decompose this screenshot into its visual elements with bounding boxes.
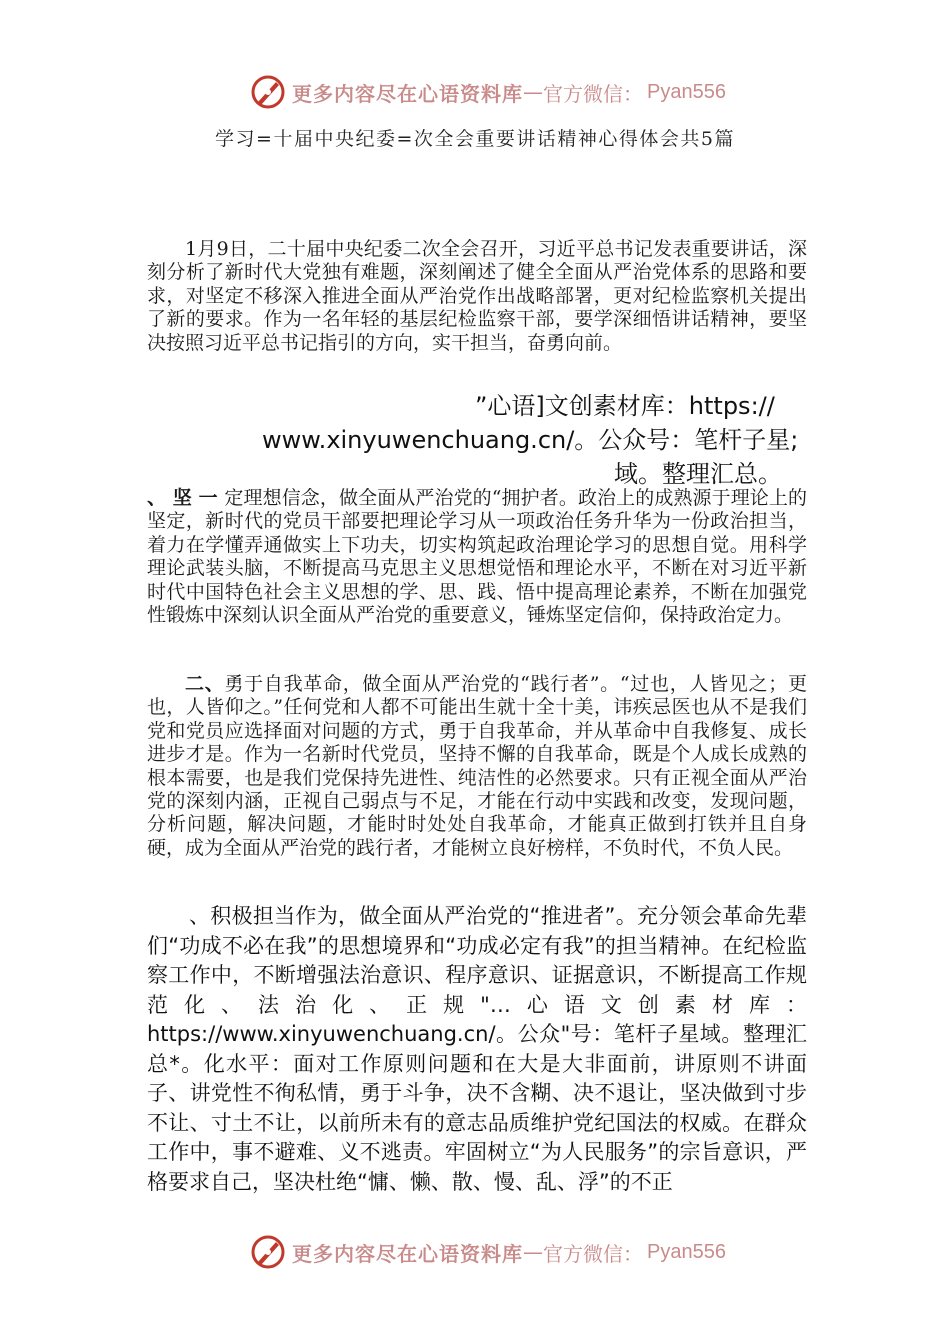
banner-brand: 更多内容尽在心语资料库 [292,1241,523,1266]
banner-wechat-label: 官方微信： [543,81,643,106]
banner-separator: — [523,80,543,104]
banner-account: Pyan556 [647,80,726,103]
section-2-lead: 二、 [185,673,225,695]
banner-brand: 更多内容尽在心语资料库 [292,81,523,106]
section-1-prefix: 、 坚 一 [147,487,225,509]
header-banner [250,72,770,112]
pen-logo-icon [250,1234,286,1270]
intro-paragraph: 1月9日，二十届中央纪委二次全会召开，习近平总书记发表重要讲话，深刻分析了新时代大党独有难题，深刻阐述了健全全面从严治党体系的思路和要求，对坚定不移深入推进全面从严治党作出战略部署，更对纪检监察机关提出了新的要求。作为一名年轻的基层纪检监察干部，要学深细悟讲话精神，要坚决按照习近平总书记指引的方向，实干担当，奋勇向前。 [147,238,807,354]
document-title: 学习=十届中央纪委=次全会重要讲话精神心得体会共5篇 [215,128,735,150]
section-2-paragraph [147,673,807,860]
watermark-line-3: 域。整理汇总。 [614,460,782,488]
section-1-paragraph [147,487,807,627]
pen-logo-icon [250,74,286,110]
section-2-text: 勇于自我革命，做全面从严治党的“践行者”。“过也，人皆见之；更也，人皆仰之。”任何党和人都不可能出生就十全十美，讳疾忌医也从不是我们党和党员应选择面对问题的方式，勇于自我革命，并从革命中自我修复、成长进步才是。作为一名新时代党员，坚持不懈的自我革命，既是个人成长成熟的根本需要，也是我们党保持先进性、纯洁性的必然要求。只有正视全面从严治党的深刻内涵，正视自己弱点与不足，才能在行动中实践和改变，发现问题，分析问题，解决问题，才能时时处处自我革命，才能真正做到打铁并且自身硬，成为全面从严治党的践行者，才能树立良好榜样，不负时代，不负人民。 [147,673,807,859]
banner-account: Pyan556 [647,1240,726,1263]
watermark-line-2: www.xinyuwenchuang.cn/。公众号：笔杆子星; [262,426,799,454]
banner-wechat-label: 官方微信： [543,1241,643,1266]
section-1-text: 定理想信念，做全面从严治党的“拥护者。政治上的成熟源于理论上的坚定，新时代的党员干部要把理论学习从一项政治任务升华为一份政治担当，着力在学懂弄通做实上下功夫，切实构筑起政治理论学习的思想自觉。用科学理论武装头脑，不断提高马克思主义思想觉悟和理论水平，不断在对习近平新时代中国特色社会主义思想的学、思、践、悟中提高理论素养，不断在加强党性锻炼中深刻认识全面从严治党的重要意义，锤炼坚定信仰，保持政治定力。 [147,487,807,627]
section-3-paragraph: 、积极担当作为，做全面从严治党的“推进者”。充分领会革命先辈们“功成不必在我”的思想境界和“功成必定有我”的担当精神。在纪检监察工作中，不断增强法治意识、程序意识、证据意识，不断提高工作规范化、法治化、正规"…心语文创素材库：https://www.xinyuwenchuang.cn/。公众"号：笔杆子星域。整理汇总*。化水平：面对工作原则问题和在大是大非面前，讲原则不讲面子、讲党性不徇私情，勇于斗争，决不含糊、决不退让，坚决做到寸步不让、寸土不让，以前所未有的意志品质维护党纪国法的权威。在群众工作中，事不避难、义不逃责。牢固树立“为人民服务”的宗旨意识，严格要求自己，坚决杜绝“慵、懒、散、慢、乱、浮”的不正 [147,904,807,1194]
watermark-line-1: ”心语]文创素材库：https:// [475,392,775,420]
banner-separator: — [523,1240,543,1264]
footer-banner [250,1232,770,1272]
